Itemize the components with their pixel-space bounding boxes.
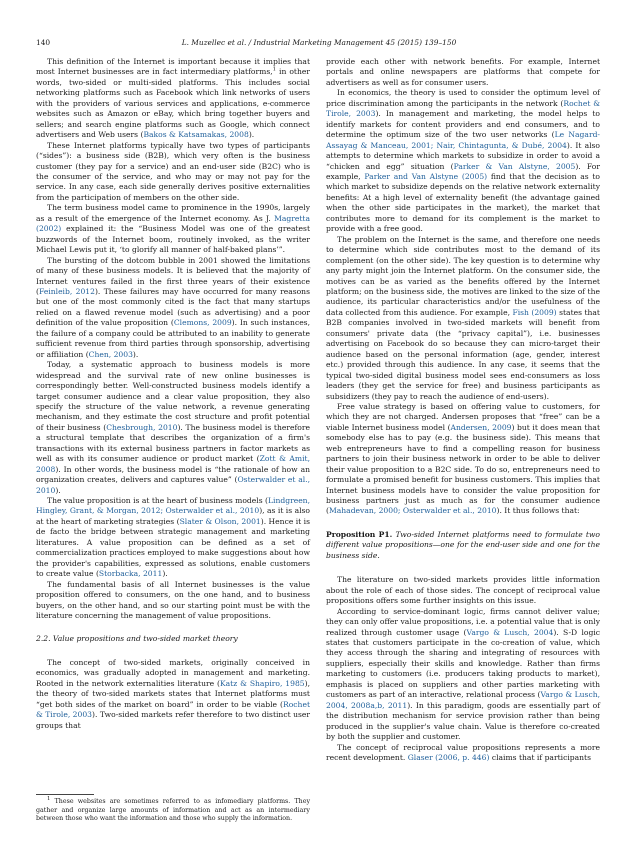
paragraph: The value proposition is at the heart of business models (Lindgreen, Hingley, Grant, & Morgan, 2012; Osterwalder et al., 2010), as it is also at the heart of marketing strategies (Slater & Olson, 2001). Hence it is de facto the bridge between strategic management and marketing literatures. A value proposition can be defined as a set of commercialization practices employed to make suggestions about how the provider's capabilities, expressed as solutions, enable customers to create value (Storbacka, 2011). — [36, 496, 310, 579]
proposition-text: Two-sided Internet platforms need to formulate two different value propositions—one for the end-user side and one for the business side. — [326, 529, 600, 560]
footnote-divider — [36, 794, 94, 795]
paragraph: These Internet platforms typically have two types of participants (“sides”): a business side (B2B), which very often is the business customer (they pay for a service) and an end-user side (B2C) who is the consumer of the service, and who may or may not pay for the service. In any case, each side generally derives positive externalities from the participation of members on the other side. — [36, 140, 310, 202]
footnote: 1 These websites are sometimes referred to as infomediary platforms. They gather and organize large amounts of information and act as an intermediary between those who want the information and those who supply the information. — [36, 795, 310, 823]
citation-link[interactable]: Katz & Shapiro, 1985 — [219, 678, 305, 688]
citation-link[interactable]: Slater & Olson, 2001 — [179, 516, 261, 526]
citation-link[interactable]: Fish (2009) — [512, 307, 557, 317]
paragraph: provide each other with network benefits. For example, Internet portals and online newspapers are platforms that compete for advertisers as well as for consumer users. — [326, 57, 600, 87]
paragraph: The problem on the Internet is the same, and therefore one needs to determine which side contributes most to the demand of its complement (on the other side). The key question is to determine why any party might join the Internet platform. On the consumer side, the motives can be as varied as the benefits offered by the Internet platform; on the business side, the motives are linked to the size of the audience, its particular characteristics and/or the usefulness of the data collected from this audience. For example, Fish (2009) states that B2B companies involved in two-sided markets will benefit from consumers' private data (the “privacy capital”), i.e. businesses advertising on Facebook do so because they can micro-target their audience based on the personal information (age, gender, interest etc.) provided through this audience. In any case, it seems that the typical two-sided digital business model sees end-consumers as loss leaders (they get the service for free) and business participants as subsidizers (they pay to reach the audience of end-users). — [326, 234, 600, 401]
citation-link[interactable]: Rochet & Tirole, 2003 — [36, 699, 310, 720]
paragraph: The term business model came to prominence in the 1990s, largely as a result of the emergence of the Internet economy. As J. Magretta (2002) explained it: the “Business Model was one of the greatest buzzwords of the Internet boom, routinely invoked, as the writer Michael Lewis put it, ‘to glorify all manner of half-baked plans’”. — [36, 203, 310, 255]
paragraph: The fundamental basis of all Internet businesses is the value proposition offered to consumers, on the one hand, and to business buyers, on the other hand, and so our starting point must be with the literature concerning the management of value propositions. — [36, 579, 310, 621]
citation-link[interactable]: Parker and Van Alstyne (2005) — [364, 171, 488, 181]
citation-link[interactable]: Le Nagard-Assayag & Manceau, 2001; Nair, Chintagunta, & Dubé, 2004 — [326, 130, 601, 150]
citation-link[interactable]: Parker & Van Alstyne, 2005 — [453, 161, 576, 171]
section-heading: 2.2. Value propositions and two-sided market theory — [36, 634, 238, 644]
citation-link[interactable]: Rochet & Tirole, 2003 — [326, 98, 600, 119]
citation-link[interactable]: Clemons, 2009 — [173, 318, 232, 328]
paragraph: The concept of reciprocal value propositions represents a more recent development. Glaser (2006, p. 446) claims that if participants — [326, 742, 600, 762]
footnote-marker[interactable]: 1 — [272, 66, 277, 73]
citation-link[interactable]: Feinleib, 2012 — [38, 286, 95, 296]
citation-link[interactable]: Vargo & Lusch, 2004 — [466, 627, 554, 637]
journal-citation-line: L. Muzellec et al. / Industrial Marketing Management 45 (2015) 139–150 — [181, 38, 457, 47]
citation-link[interactable]: Storbacka, 2011 — [98, 569, 163, 579]
page-header — [0, 0, 638, 52]
proposition-label: Proposition P1. — [326, 529, 393, 539]
paragraph: In economics, the theory is used to consider the optimum level of price discrimination among the participants in the network (Rochet & Tirole, 2003). In management and marketing, the model helps to identify markets for content providers and end consumers, and to determine the optimum size of the two user networks (Le Nagard-Assayag & Manceau, 2001; Nair, Chintagunta, & Dubé, 2004). It also attempts to determine which markets to subsidize in order to avoid a “chicken and egg” situation (Parker & Van Alstyne, 2005). For example, Parker and Van Alstyne (2005) find that the decision as to which market to subsidize depends on the relative network externality benefits: At a high level of externality benefit (the advantage gained when the other side participates in the market), the market that contributes more to demand for its complement is the market to provide with a free good. — [326, 88, 601, 234]
proposition-p1 — [326, 530, 600, 561]
citation-link[interactable]: Mahadevan, 2000; Osterwalder et al., 2010 — [328, 506, 497, 516]
paragraph: Free value strategy is based on offering value to customers, for which they are not charged. Andersen proposes that “free” can be a viable Internet business model (Andersen, 2009) but it does mean that somebody else has to pay (e.g. the business side). This means that web entrepreneurs have to find a compelling reason for business partners to join their business network in order to be able to deliver their value proposition to a B2C side. To do so, entrepreneurs need to formulate a promised benefit for business customers. This implies that Internet business models have to consider the value proposition for business partners just as much as for the consumer audience (Mahadevan, 2000; Osterwalder et al., 2010). It thus follows that: — [326, 401, 600, 516]
paragraph: The literature on two-sided markets provides little information about the role of each of those sides. The concept of reciprocal value propositions offers some further insights on this issue. — [326, 575, 600, 606]
citation-link[interactable]: Glaser (2006, p. 446) — [407, 753, 490, 762]
citation-link[interactable]: Magretta (2002) — [36, 213, 310, 234]
paragraph: The bursting of the dotcom bubble in 2001 showed the limitations of many of these business models. It is believed that the majority of Internet ventures failed in the first three years of their existence (Feinleib, 2012). These failures may have occurred for many reasons but one of the most commonly cited is the fact that many startups relied on a flawed revenue model (such as advertising) and a poor definition of the value proposition (Clemons, 2009). In such instances, the failure of a company could be attributed to an inability to generate sufficient revenue from third parties through sponsorship, advertising or affiliation (Chen, 2003). — [36, 255, 310, 359]
paragraph: This definition of the Internet is important because it implies that most Internet businesses are in fact intermediary platforms,$^1$ in other words, two-sided or multi-sided platforms. This includes social networking platforms such as Facebook which link networks of users with the providers of various services and applications, e-commerce websites such as Amazon or eBay, which bring together buyers and sellers; and search engine platforms such as Google, which connect advertisers and Web users (Bakos & Katsamakas, 2008). — [36, 57, 310, 140]
paragraph: The concept of two-sided markets, originally conceived in economics, was gradually adopted in management and marketing. Rooted in the network externalities literature (Katz & Shapiro, 1985), the theory of two-sided markets states that Internet platforms must “get both sides of the market on board” in order to be viable (Rochet & Tirole, 2003). Two-sided markets refer therefore to two distinct user groups that — [36, 657, 311, 730]
citation-link[interactable]: Osterwalder et al., 2010 — [36, 475, 310, 495]
citation-link[interactable]: Andersen, 2009 — [450, 422, 512, 432]
citation-link[interactable]: Bakos & Katsamakas, 2008 — [143, 130, 249, 140]
paragraph: According to service-dominant logic, firms cannot deliver value; they can only offer value propositions, i.e. a potential value that is only realized through customer usage (Vargo & Lusch, 2004). S-D logic states that customers participate in the co-creation of value, which they access through the sharing and integrating of resources with suppliers, especially their skills and knowledge. Rather than firms marketing to customers (i.e. producers taking products to market), emphasis is placed on suppliers and other parties marketing with customers as part of an interactive, relational process (Vargo & Lusch, 2004, 2008a,b, 2011). In this paradigm, goods are essentially part of the distribution mechanism for service provision rather than being produced in the supplier's value chain. Value is therefore co-created by both the supplier and customer. — [326, 606, 601, 742]
left-column — [36, 57, 310, 731]
citation-link[interactable]: Chesbrough, 2010 — [106, 422, 178, 432]
citation-link[interactable]: Zott & Amit, 2008 — [36, 454, 310, 474]
right-column — [326, 57, 600, 763]
citation-link[interactable]: Chen, 2003 — [88, 349, 133, 359]
citation-link[interactable]: Lindgreen, Hingley, Grant, & Morgan, 2012; Osterwalder et al., 2010 — [36, 496, 310, 516]
paragraph: Today, a systematic approach to business models is more widespread and the survival rate of new online businesses is correspondingly better. Well-constructed business models identify a target consumer audience and a clear value proposition, they also specify the structure of the value network, a revenue generating mechanism, and they estimate the cost structure and profit potential of their business (Chesbrough, 2010). The business model is therefore a structural template that describes the organization of a firm's transactions with its external business partners in factor markets as well as with its consumer audience or product market (Zott & Amit, 2008). In other words, the business model is “the rationale of how an organization creates, delivers and captures value” (Osterwalder et al., 2010). — [36, 360, 310, 495]
footnote-number: 1 — [47, 795, 51, 802]
page-number: 140 — [36, 38, 51, 47]
citation-link[interactable]: Vargo & Lusch, 2004, 2008a,b, 2011 — [326, 690, 600, 710]
